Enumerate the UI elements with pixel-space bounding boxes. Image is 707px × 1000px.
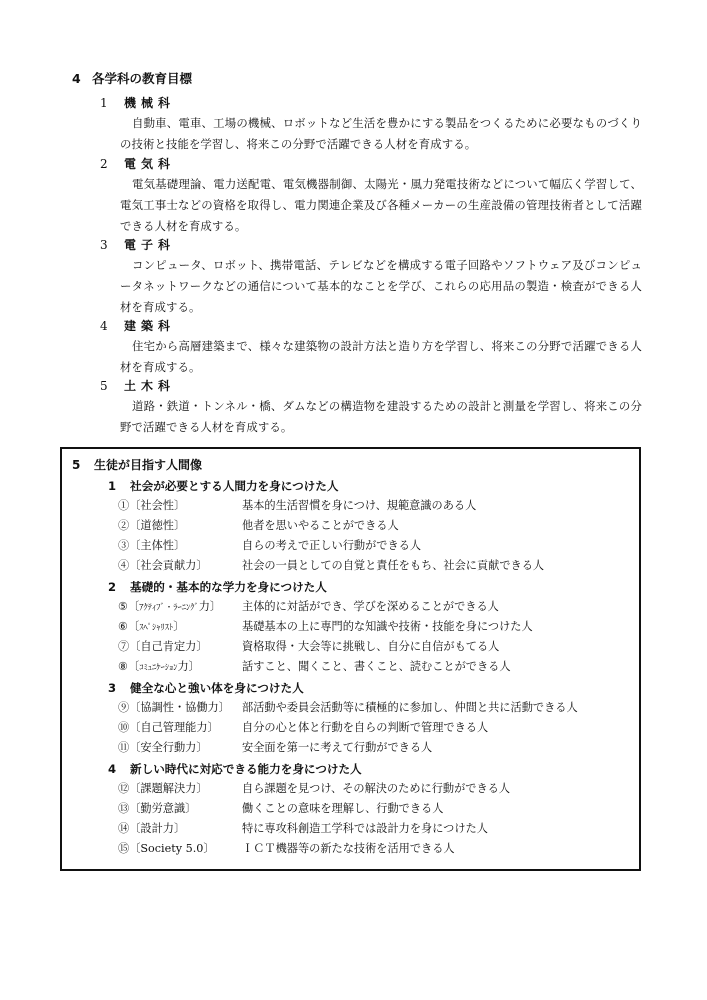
trait-label: ⑭〔設計力〕 — [118, 822, 186, 835]
label-prefix: ⑧〔 — [118, 660, 140, 673]
trait-label: ⑮〔Society 5.0〕 — [118, 842, 215, 855]
group-heading — [108, 477, 338, 495]
trait-description: 特に専攻科創造工学科では設計力を身につけた人 — [242, 822, 488, 835]
group-number: 2 — [108, 580, 117, 594]
trait-label: ①〔社会性〕 — [118, 499, 186, 512]
group-heading — [108, 679, 304, 697]
department-number: 5 — [100, 379, 108, 393]
department-electrical — [100, 155, 645, 236]
department-number: 1 — [100, 96, 108, 110]
department-description: 道路・鉄道・トンネル・橋、ダムなどの構造物を建設するための設計と測量を学習し、将来この分野で活躍できる人材を育成する。 — [120, 399, 642, 434]
trait-description: 部活動や委員会活動等に積極的に参加し、仲間と共に活動できる人 — [242, 701, 578, 714]
group-number: 3 — [108, 681, 117, 695]
department-civil-engineering — [100, 377, 645, 438]
department-architecture — [100, 317, 645, 378]
section-5-heading — [72, 456, 202, 474]
trait-label: ④〔社会貢献力〕 — [118, 559, 208, 572]
department-electronics — [100, 236, 645, 317]
group-heading — [108, 760, 362, 778]
label-suffix: 力〕 — [177, 660, 200, 673]
group-title: 基礎的・基本的な学力を身につけた人 — [130, 580, 327, 594]
trait-description: 安全面を第一に考えて行動ができる人 — [242, 741, 433, 754]
trait-description: 基礎基本の上に専門的な知識や技術・技能を身につけた人 — [242, 620, 533, 633]
trait-description: 自らの考えで正しい行動ができる人 — [242, 539, 422, 552]
trait-description: 主体的に対話ができ、学びを深めることができる人 — [242, 600, 499, 613]
group-title: 新しい時代に対応できる能力を身につけた人 — [130, 762, 362, 776]
department-name: 建築科 — [124, 319, 176, 333]
department-name: 電気科 — [124, 157, 176, 171]
trait-label: ⑪〔安全行動力〕 — [118, 741, 208, 754]
group-title: 健全な心と強い体を身につけた人 — [130, 681, 304, 695]
trait-label: ②〔道徳性〕 — [118, 519, 186, 532]
trait-description: 働くことの意味を理解し、行動できる人 — [242, 802, 444, 815]
trait-description: 基本的生活習慣を身につけ、規範意識のある人 — [242, 499, 477, 512]
department-number: 2 — [100, 157, 108, 171]
group-number: 4 — [108, 762, 117, 776]
department-description: 電気基礎理論、電力送配電、電気機器制御、太陽光・風力発電技術などについて幅広く学習して、電気工事士などの資格を取得し、電力関連企業及び各種メーカーの生産設備の管理技術者として活躍できる人材を育成する。 — [120, 177, 642, 233]
section-4-heading — [72, 70, 192, 88]
trait-label: ⑬〔勤労意識〕 — [118, 802, 197, 815]
label-prefix: ⑥〔 — [118, 620, 140, 633]
trait-description: 社会の一員としての自覚と責任をもち、社会に貢献できる人 — [242, 559, 545, 572]
section-5-number: 5 — [72, 458, 81, 472]
section-4-number: 4 — [72, 71, 81, 86]
trait-label — [118, 657, 200, 678]
section-5-title: 生徒が目指す人間像 — [94, 458, 203, 472]
label-halfwidth-text: ｺﾐｭﾆｹｰｼｮﾝ — [139, 663, 178, 673]
label-suffix: 力〕 — [198, 600, 222, 613]
label-suffix: 〕 — [173, 620, 185, 633]
department-machinery — [100, 94, 645, 155]
group-number: 1 — [108, 479, 117, 493]
trait-description: 資格取得・大会等に挑戦し、自分に自信がもてる人 — [242, 640, 500, 653]
label-halfwidth-text: ｽﾍﾟｼｬﾘｽﾄ — [139, 623, 174, 633]
label-halfwidth-text: ｱｸﾃｨﾌﾞ・ﾗｰﾆﾝｸﾞ — [139, 603, 199, 613]
label-prefix: ⑤〔 — [118, 600, 140, 613]
trait-description: 自ら課題を見つけ、その解決のために行動ができる人 — [242, 782, 511, 795]
trait-label: ③〔主体性〕 — [118, 539, 186, 552]
section-4-title: 各学科の教育目標 — [92, 71, 193, 86]
department-name: 電子科 — [124, 238, 176, 252]
department-description: 自動車、電車、工場の機械、ロボットなど生活を豊かにする製品をつくるために必要なものづくりの技術と技能を学習し、将来この分野で活躍できる人材を育成する。 — [120, 116, 642, 151]
trait-label: ⑨〔協調性・協働力〕 — [118, 701, 230, 714]
trait-description: 自分の心と体と行動を自らの判断で管理できる人 — [242, 721, 489, 734]
department-number: 3 — [100, 238, 108, 252]
department-name: 機械科 — [124, 96, 176, 110]
trait-description: 他者を思いやることができる人 — [242, 519, 399, 532]
trait-label — [118, 597, 221, 618]
department-description: コンピュータ、ロボット、携帯電話、テレビなどを構成する電子回路やソフトウェア及びコンピュータネットワークなどの通信について基本的なことを学び、これらの応用品の製造・検査ができる人材を育成する。 — [120, 258, 642, 314]
group-title: 社会が必要とする人間力を身につけた人 — [130, 479, 339, 493]
department-name: 土木科 — [124, 379, 176, 393]
trait-label: ⑩〔自己管理能力〕 — [118, 721, 219, 734]
trait-description: ＩＣＴ機器等の新たな技術を活用できる人 — [242, 842, 455, 855]
trait-label: ⑦〔自己肯定力〕 — [118, 640, 208, 653]
department-number: 4 — [100, 319, 108, 333]
department-description: 住宅から高層建築まで、様々な建築物の設計方法と造り方を学習し、将来この分野で活躍できる人材を育成する。 — [120, 339, 642, 374]
trait-label: ⑫〔課題解決力〕 — [118, 782, 208, 795]
trait-description: 話すこと、聞くこと、書くこと、読むことができる人 — [242, 660, 511, 673]
group-heading — [108, 578, 327, 596]
trait-label — [118, 617, 184, 638]
ideal-student-box — [60, 447, 641, 871]
